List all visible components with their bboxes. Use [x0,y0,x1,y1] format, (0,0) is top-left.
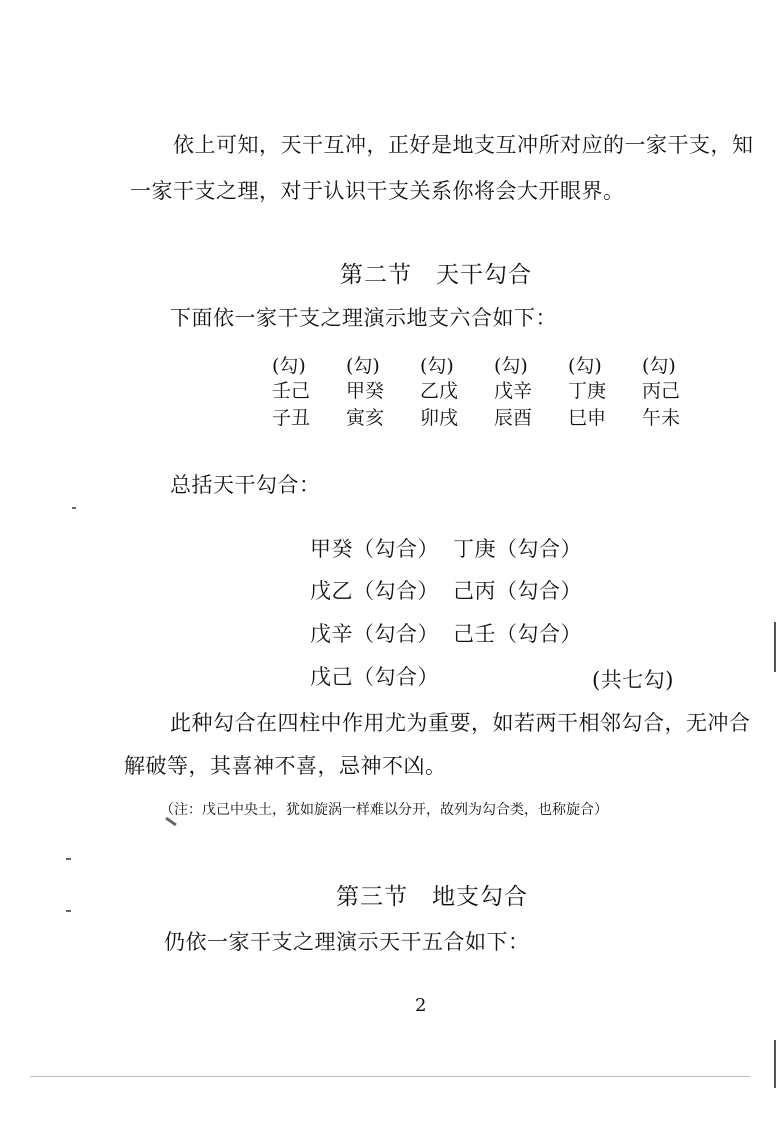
table-cell: 戊辛 [494,380,533,402]
section3-heading: 第三节 地支勾合 [336,884,528,910]
page-number: 2 [415,995,427,1016]
table-cell: (勾) [568,355,602,377]
table-cell: 卯戌 [420,407,459,429]
table-cell: 巳申 [568,407,607,429]
section2-para-line-2: 解破等，其喜神不喜，忌神不凶。 [124,754,447,778]
combo-item: 己壬（勾合） [453,622,582,646]
table-cell: 寅亥 [346,407,385,429]
footnote: （注：戊己中央土，犹如旋涡一样难以分开，故列为勾合类，也称旋合） [160,802,608,818]
table-cell: (勾) [420,355,454,377]
combo-item: 己丙（勾合） [453,579,582,603]
combo-item: 戊辛（勾合） [310,622,439,646]
table-cell: 辰酉 [494,407,533,429]
combo-item: 丁庚（勾合） [453,537,582,561]
section2-heading: 第二节 天干勾合 [340,262,532,288]
table-cell: (勾) [272,355,306,377]
table-row-gou [272,351,716,378]
combo-item: 戊己（勾合） [310,665,439,689]
table-cell: (勾) [494,355,528,377]
section2-intro: 下面依一家干支之理演示地支六合如下： [170,306,557,330]
table-cell: (勾) [346,355,380,377]
combo-item: 甲癸（勾合） [310,537,439,561]
table-cell: 午未 [642,407,681,429]
table-row-branches [272,403,716,430]
table-row-stems [272,376,716,403]
scan-mark [30,1076,750,1077]
table-cell: 乙戊 [420,380,459,402]
intro-line-2: 一家干支之理，对于认识干支关系你将会大开眼界。 [130,179,625,203]
table-cell: (勾) [642,355,676,377]
table-cell: 甲癸 [346,380,385,402]
combo-total: (共七勾) [592,668,674,692]
scan-mark [66,858,71,860]
section2-para-line-1: 此种勾合在四柱中作用尤为重要，如若两干相邻勾合，无冲合 [170,711,751,735]
scan-mark [72,507,76,509]
scan-mark [774,1040,776,1088]
combo-item: 戊乙（勾合） [310,579,439,603]
table-cell: 丁庚 [568,380,607,402]
table-cell: 壬己 [272,380,311,402]
scan-mark [774,622,776,672]
scan-mark [66,910,71,912]
intro-line-1: 依上可知，天干互冲，正好是地支互冲所对应的一家干支，知 [173,133,754,157]
table-cell: 丙己 [642,380,681,402]
table-cell: 子丑 [272,407,311,429]
summary-label: 总括天干勾合： [170,473,321,497]
section3-intro: 仍依一家干支之理演示天干五合如下： [164,930,530,954]
